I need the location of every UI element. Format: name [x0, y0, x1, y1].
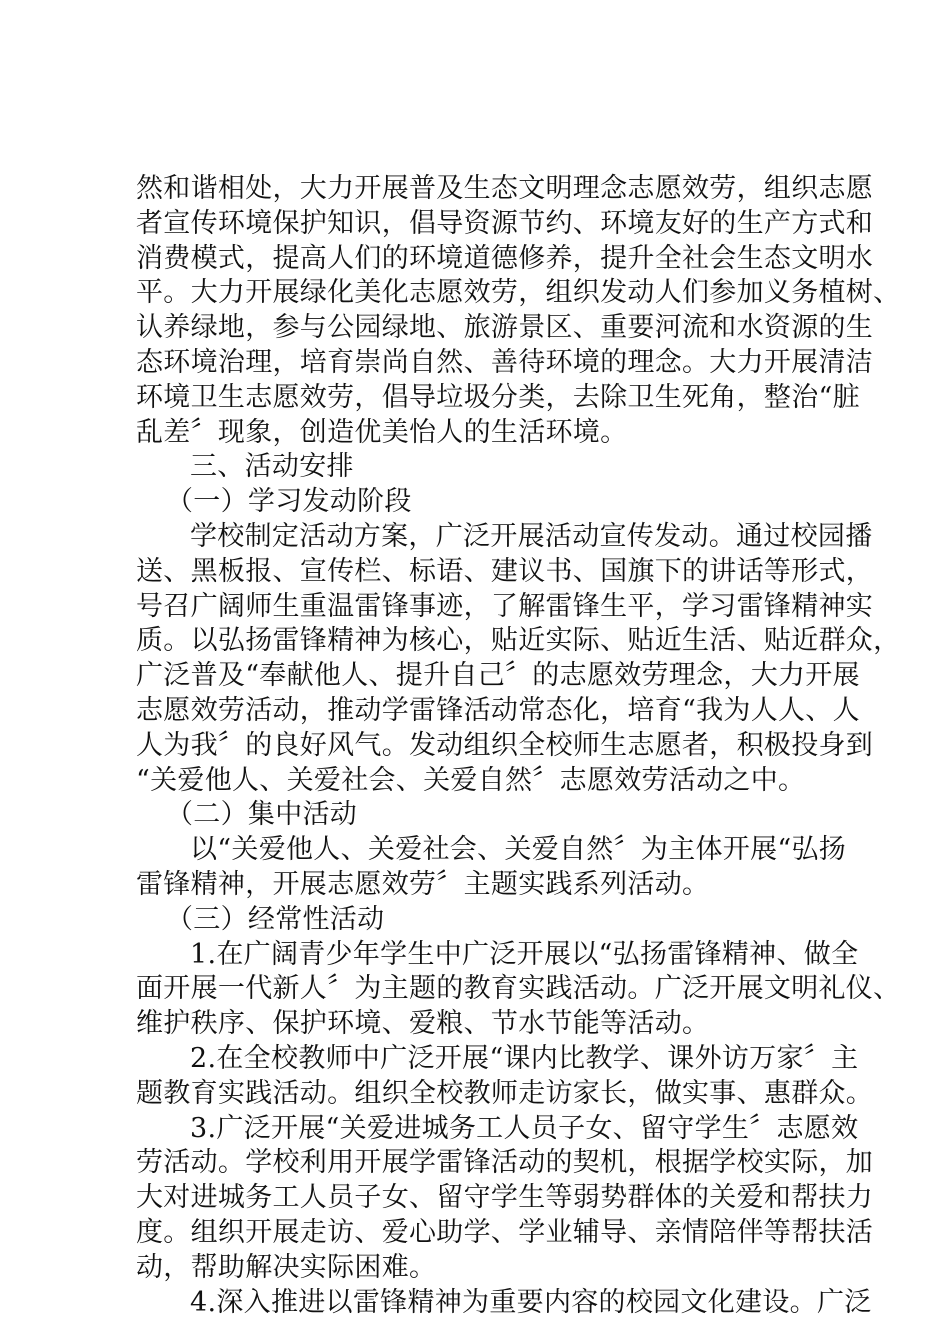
- text-line: 三、活动安排: [190, 451, 354, 483]
- text-line: 人为我〞的良好风气。发动组织全校师生志愿者，积极投身到: [136, 729, 874, 761]
- text-line: （三）经常性活动: [166, 903, 385, 935]
- text-line: 质。以弘扬雷锋精神为核心，贴近实际、贴近生活、贴近群众，: [136, 625, 901, 657]
- text-line: 劳活动。学校利用开展学雷锋活动的契机，根据学校实际，加: [136, 1147, 874, 1179]
- text-line: 动，帮助解决实际困难。: [136, 1251, 437, 1283]
- text-line: 2.在全校教师中广泛开展“课内比教学、课外访万家〞主: [190, 1042, 859, 1074]
- text-line: 认养绿地，参与公园绿地、旅游景区、重要河流和水资源的生: [136, 312, 874, 344]
- text-line: 送、黑板报、宣传栏、标语、建议书、国旗下的讲话等形式，: [136, 555, 874, 587]
- text-line: 态环境治理，培育崇尚自然、善待环境的理念。大力开展清洁: [136, 346, 874, 378]
- text-line: 4.深入推进以雷锋精神为重要内容的校园文化建设。广泛: [190, 1286, 872, 1318]
- text-line: 平。大力开展绿化美化志愿效劳，组织发动人们参加义务植树、: [136, 277, 901, 309]
- text-line: 志愿效劳活动，推动学雷锋活动常态化，培育“我为人人、人: [136, 694, 860, 726]
- text-line: 然和谐相处，大力开展普及生态文明理念志愿效劳，组织志愿: [136, 173, 874, 204]
- text-line: 者宣传环境保护知识，倡导资源节约、环境友好的生产方式和: [136, 207, 874, 239]
- text-line: 消费模式，提高人们的环境道德修养，提升全社会生态文明水: [136, 242, 874, 274]
- text-line: 维护秩序、保护环境、爱粮、节水节能等活动。: [136, 1008, 710, 1040]
- text-line: “关爱他人、关爱社会、关爱自然〞志愿效劳活动之中。: [136, 764, 806, 796]
- text-line: 1.在广阔青少年学生中广泛开展以“弘扬雷锋精神、做全: [190, 938, 859, 970]
- text-line: （二）集中活动: [166, 799, 358, 831]
- text-line: 面开展一代新人〞为主题的教育实践活动。广泛开展文明礼仪、: [136, 973, 901, 1005]
- text-line: 以“关爱他人、关爱社会、关爱自然〞为主体开展“弘扬: [190, 834, 847, 866]
- text-line: 3.广泛开展“关爱进城务工人员子女、留守学生〞志愿效: [190, 1112, 859, 1144]
- text-line: 号召广阔师生重温雷锋事迹，了解雷锋生平，学习雷锋精神实: [136, 590, 874, 622]
- text-line: 大对进城务工人员子女、留守学生等弱势群体的关爱和帮扶力: [136, 1182, 874, 1214]
- text-line: 学校制定活动方案，广泛开展活动宣传发动。通过校园播: [190, 520, 873, 552]
- text-line: 环境卫生志愿效劳，倡导垃圾分类，去除卫生死角，整治“脏: [136, 381, 860, 413]
- text-line: 广泛普及“奉献他人、提升自己〞的志愿效劳理念，大力开展: [136, 660, 860, 692]
- text-line: （一）学习发动阶段: [166, 486, 412, 518]
- text-line: 度。组织开展走访、爱心助学、学业辅导、亲情陪伴等帮扶活: [136, 1216, 874, 1248]
- document-body: [136, 172, 901, 1320]
- text-line: 乱差〞现象，创造优美怡人的生活环境。: [136, 416, 628, 448]
- text-line: 题教育实践活动。组织全校教师走访家长，做实事、惠群众。: [136, 1077, 874, 1109]
- text-line: 雷锋精神，开展志愿效劳〞主题实践系列活动。: [136, 868, 710, 900]
